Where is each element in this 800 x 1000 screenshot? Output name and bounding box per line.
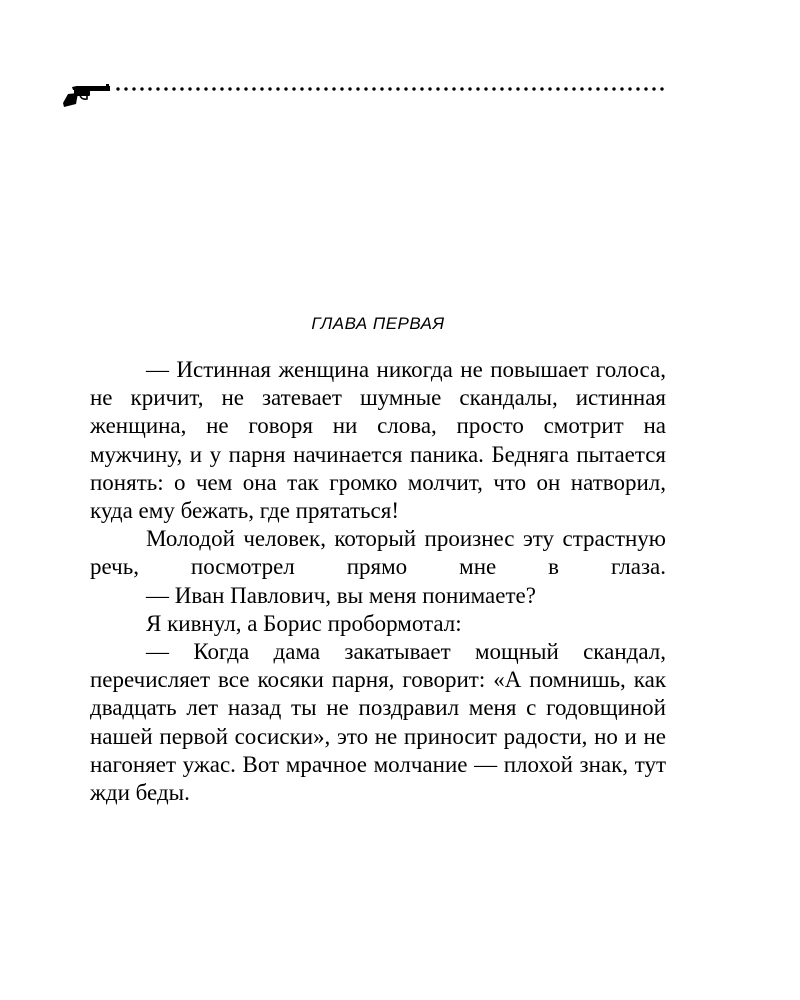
paragraph: Молодой человек, который произнес эту страстную речь, посмотрел прямо мне в глаза. [90,526,666,580]
paragraph: — Когда дама закатывает мощный скандал, перечисляет все косяки парня, говорит: «А помнишь, как двадцать лет назад ты не поздравил меня с годовщиной нашей первой сосиски», это не приносит радости, но и не нагоняет ужас. Вот мрачное молчание — плохой знак, тут жди беды. [90,639,666,806]
dotted-rule [114,87,666,91]
paragraph: Я кивнул, а Борис пробормотал: [146,610,462,636]
paragraph: — Иван Павлович, вы меня понимаете? [146,582,536,608]
chapter-body [90,356,666,807]
header-ornament [62,84,668,108]
chapter-title: ГЛАВА ПЕРВАЯ [311,314,445,333]
revolver-icon [62,84,112,108]
paragraph: — Истинная женщина никогда не повышает голоса, не кричит, не затевает шумные скандалы, истинная женщина, не говоря ни слова, просто смотрит на мужчину, и у парня начинается паника. Бедняга пытается понять: о чем она так громко молчит, что он натворил, куда ему бежать, где прятаться! [90,357,666,524]
